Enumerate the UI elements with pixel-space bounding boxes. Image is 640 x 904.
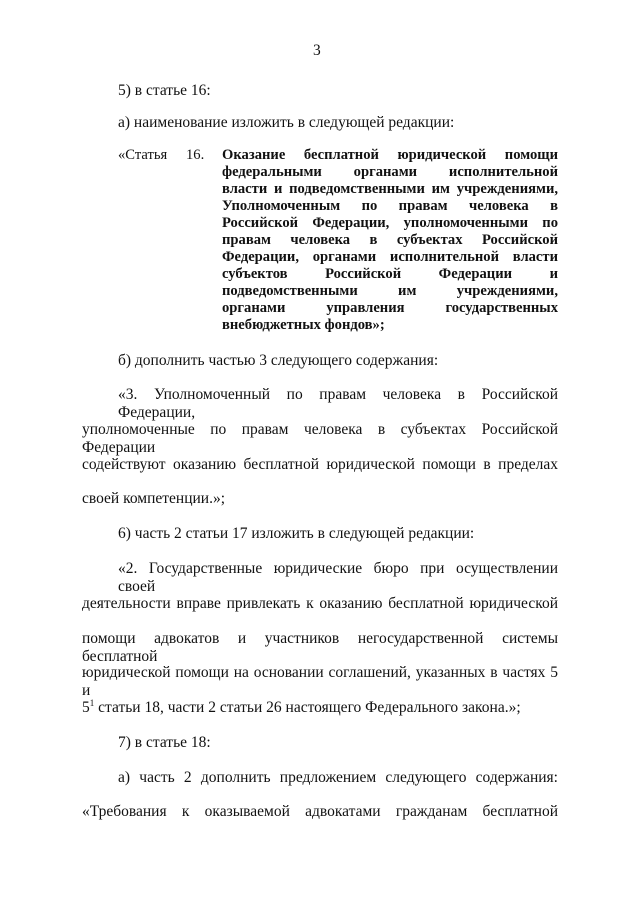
quote-text: статьи 18, части 2 статьи 26 настоящего Федерального закона.»;: [94, 699, 521, 716]
quote-line: юридической помощи на основании соглашений, указанных в частях 5 и: [82, 664, 558, 699]
page-number: 3: [313, 42, 321, 59]
paragraph-item-5: 5) в статье 16:: [118, 82, 211, 99]
superscript: 1: [89, 697, 95, 708]
paragraph-item-7a: а) часть 2 дополнить предложением следующего содержания:: [118, 769, 558, 786]
heading-line: Российской Федерации, уполномоченными по: [222, 215, 558, 231]
quote-line: уполномоченные по правам человека в субъектах Российской Федерации: [82, 421, 558, 456]
heading-line: федеральными органами исполнительной: [222, 164, 558, 180]
quote-line: содействуют оказанию бесплатной юридической помощи в пределах: [82, 456, 558, 473]
paragraph-item-6: 6) часть 2 статьи 17 изложить в следующей редакции:: [118, 525, 475, 542]
heading-line: субъектов Российской Федерации и: [222, 266, 558, 282]
heading-line: Оказание бесплатной юридической помощи: [222, 147, 558, 163]
quote-line: «3. Уполномоченный по правам человека в Российской Федерации,: [118, 386, 558, 421]
part-number: 5: [82, 699, 90, 716]
quote-line: «Требования к оказываемой адвокатами гражданам бесплатной: [82, 803, 558, 820]
article-prefix: «Статья: [118, 147, 168, 163]
heading-line: внебюджетных фондов»;: [222, 317, 385, 333]
article-number: 16.: [186, 147, 205, 163]
quote-line-last: [82, 699, 521, 717]
heading-line: Уполномоченным по правам человека в: [222, 198, 558, 214]
paragraph-item-5b: б) дополнить частью 3 следующего содержания:: [118, 352, 439, 369]
quote-line: своей компетенции.»;: [82, 490, 226, 507]
heading-line: правам человека в субъектах Российской: [222, 232, 558, 248]
heading-line: Федерации, органами исполнительной власти: [222, 249, 558, 265]
paragraph-item-7: 7) в статье 18:: [118, 734, 211, 751]
heading-line: подведомственными им учреждениями,: [222, 283, 558, 299]
heading-line: власти и подведомственными им учреждениями,: [222, 181, 558, 197]
quote-line: деятельности вправе привлекать к оказанию бесплатной юридической: [82, 595, 558, 612]
quote-line: «2. Государственные юридические бюро при осуществлении своей: [118, 560, 558, 595]
quote-line: помощи адвокатов и участников негосударственной системы бесплатной: [82, 630, 558, 665]
paragraph-item-5a: а) наименование изложить в следующей редакции:: [118, 114, 455, 131]
heading-line: органами управления государственных: [222, 300, 558, 316]
